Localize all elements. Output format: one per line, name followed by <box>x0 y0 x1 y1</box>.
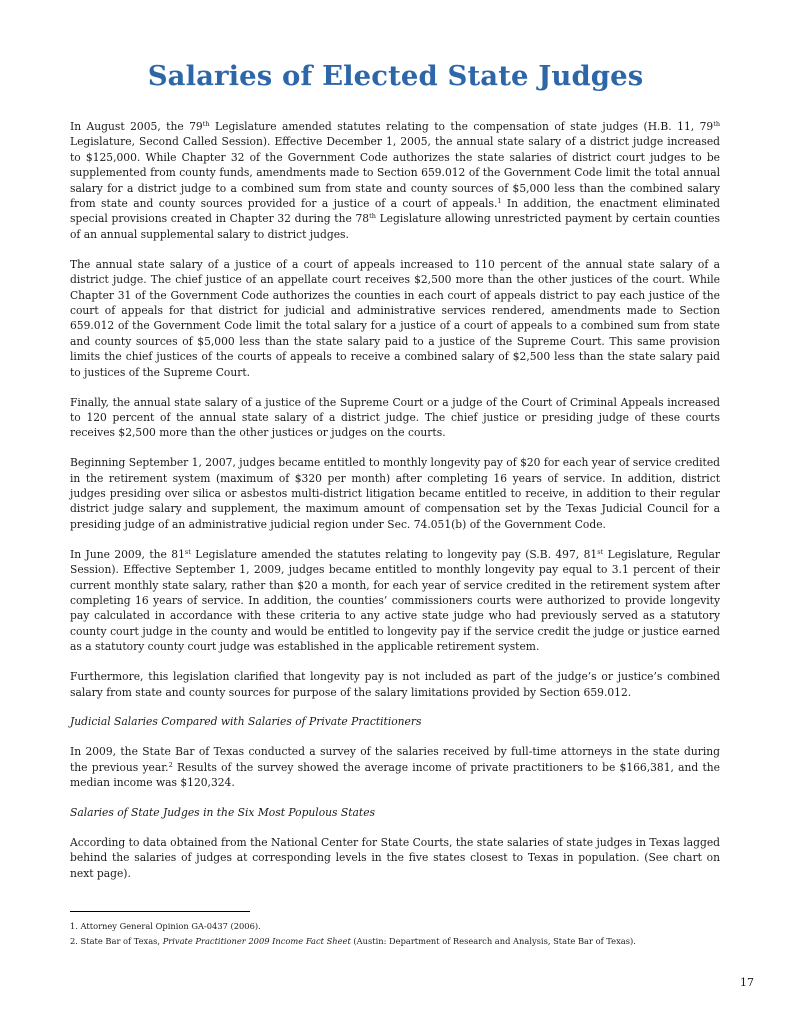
footnote-ref-1: 1 <box>497 197 502 206</box>
text-run: In June 2009, the 81 <box>70 547 185 561</box>
text-run: In 2009, the State Bar of Texas conducted a survey of the salaries received by full-time attorneys in the state during the previous year. <box>70 745 720 774</box>
paragraph-ncsc-comparison: According to data obtained from the National Center for State Courts, the state salaries of state judges in Texas lagged behind the salaries of judges at corresponding levels in the five states closest to Texas in population. (See chart on next page). <box>70 835 720 880</box>
section-heading-private-practitioners: Judicial Salaries Compared with Salaries of Private Practitioners <box>70 715 422 729</box>
text-run: 2. State Bar of Texas, <box>70 936 163 946</box>
paragraph-2005-legislation <box>70 119 720 242</box>
body-text <box>70 119 720 896</box>
superscript: st <box>597 547 604 556</box>
page-title: Salaries of Elected State Judges <box>147 60 644 92</box>
footnote-ref-2: 2 <box>168 760 173 769</box>
text-run: Legislature, Regular Session). Effective September 1, 2009, judges became entitled to monthly longevity pay equal to 3.1 percent of their current monthly state salary, rather than $20 a month, for each year of service credited in the retirement system after completing 16 years of service. In addition, the counties’ commissioners courts were authorized to provide longevity pay calculated in accordance with these criteria to any active state judge who had previously served as a statutory county court judge in the county and would be entitled to longevity pay if the service credit the judge or justice earned as a statutory county court judge was established in the applicable retirement system. <box>70 547 720 654</box>
footnotes <box>70 919 730 949</box>
paragraph-court-of-appeals: The annual state salary of a justice of a court of appeals increased to 110 percent of the annual state salary of a district judge. The chief justice of an appellate court receives $2,500 more than the other justices of the court. While Chapter 31 of the Government Code authorizes the counties in each court of appeals district to pay each justice of the court of appeals for that district for judicial and administrative services rendered, amendments made to Section 659.012 of the Government Code limit the total salary for a justice of a court of appeals to a combined sum from state and county sources of $5,000 less than the state salary paid to a justice of the Supreme Court. This same provision limits the chief justices of the courts of appeals to receive a combined salary of $2,500 less than the state salary paid to justices of the Supreme Court. <box>70 257 720 379</box>
superscript: th <box>713 120 721 128</box>
superscript: th <box>369 212 376 221</box>
footnote-2 <box>70 934 730 949</box>
paragraph-state-bar-survey <box>70 744 720 790</box>
publication-title: Private Practitioner 2009 Income Fact Sheet <box>162 936 351 946</box>
page-number: 17 <box>740 976 754 989</box>
text-run: Legislature amended statutes relating to the compensation of state judges (H.B. 11, 79 <box>209 120 714 133</box>
text-run: Legislature amended the statutes relating to longevity pay (S.B. 497, 81 <box>190 547 598 561</box>
paragraph-longevity-2007: Beginning September 1, 2007, judges became entitled to monthly longevity pay of $20 for each year of service credited in the retirement system (maximum of $320 per month) after completing 16 years of service. In addition, district judges presiding over silica or asbestos multi-district litigation became entitled to receive, in addition to their regular district judge salary and supplement, the maximum amount of compensation set by the Texas Judicial Council for a presiding judge of an administrative judicial region under Sec. 74.051(b) of the Government Code. <box>70 456 720 531</box>
paragraph-longevity-clarification: Furthermore, this legislation clarified that longevity pay is not included as part of the judge’s or justice’s combined salary from state and county sources for purpose of the salary limitations provided by Section 659.012. <box>70 670 720 699</box>
paragraph-longevity-2009 <box>70 547 720 655</box>
superscript: st <box>184 547 191 556</box>
text-run: Legislature, Second Called Session). Effective December 1, 2005, the annual state salary of a district judge increased to $125,000. While Chapter 32 of the Government Code authorizes the state salaries of district court judges to be supplemented from county funds, amendments made to Section 659.012 of the Government Code limit the total annual salary for a district judge to a combined sum from state and county sources of $5,000 less than the combined salary from state and county sources provided for a justice of a court of appeals. <box>70 135 720 211</box>
text-run: In addition, the enactment eliminated special provisions created in Chapter 32 during the 78 <box>70 197 720 226</box>
text-run: In August 2005, the 79 <box>70 120 203 133</box>
footnote-divider <box>70 911 250 912</box>
paragraph-supreme-court: Finally, the annual state salary of a justice of the Supreme Court or a judge of the Court of Criminal Appeals increased to 120 percent of the annual state salary of a district judge. The chief justice or presiding judge of these courts receives $2,500 more than the other justices or judges on the courts. <box>70 395 720 440</box>
section-heading-populous-states: Salaries of State Judges in the Six Most Populous States <box>70 806 376 820</box>
footnote-1: 1. Attorney General Opinion GA-0437 (2006). <box>70 921 261 931</box>
superscript: th <box>202 120 210 128</box>
text-run: (Austin: Department of Research and Analysis, State Bar of Texas). <box>350 936 636 946</box>
text-run: Results of the survey showed the average income of private practitioners to be $166,381, and the median income was $120,324. <box>70 760 720 790</box>
text-run: Legislature allowing unrestricted payment by certain counties of an annual supplemental salary to district judges. <box>70 212 720 241</box>
